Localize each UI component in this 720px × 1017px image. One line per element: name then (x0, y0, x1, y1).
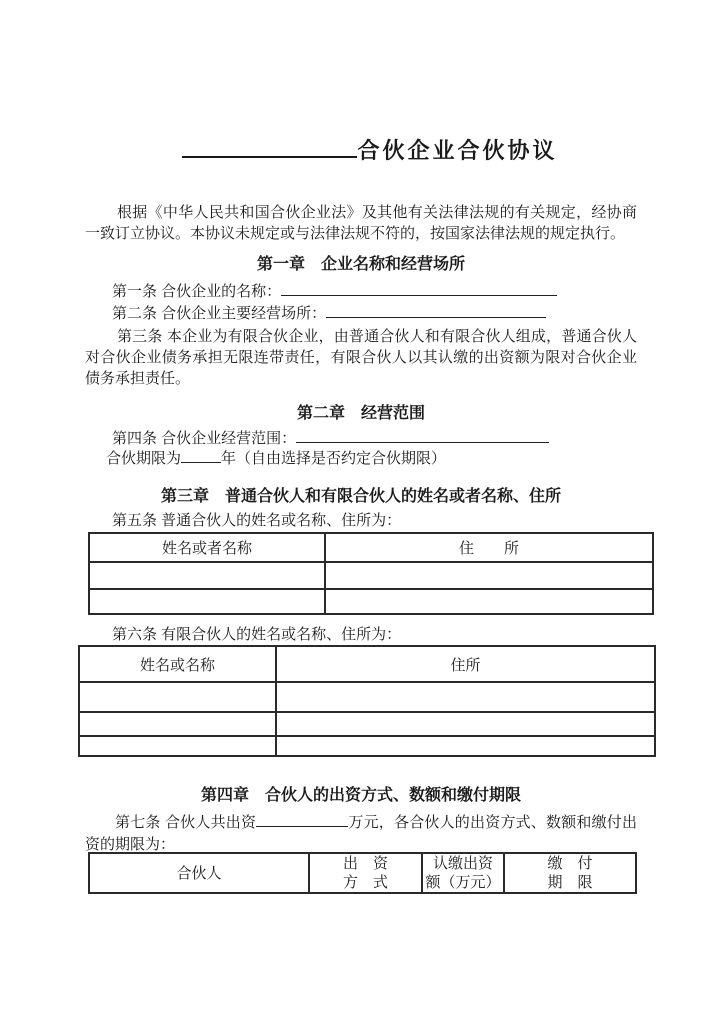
table-cell-empty (79, 736, 276, 756)
business-scope-blank-field (296, 429, 549, 443)
subscribed-amount-column-header (422, 853, 504, 893)
limited-partner-name-column-header: 姓名或名称 (79, 646, 276, 682)
table-cell-empty (276, 736, 655, 756)
table-cell-empty (325, 562, 653, 589)
business-place-blank-field (326, 304, 546, 318)
general-partner-address-column-header: 住 所 (325, 533, 653, 562)
contribution-table (88, 852, 637, 894)
payment-deadline-column-header (504, 853, 636, 893)
clause-2-line (85, 304, 645, 324)
clause-5-line: 第五条 普通合伙人的姓名或名称、住所为： (112, 512, 402, 529)
document-title (0, 134, 720, 165)
table-cell-empty (79, 682, 276, 712)
table-cell-empty (89, 589, 325, 614)
general-partner-name-column-header: 姓名或者名称 (89, 533, 325, 562)
table-row (79, 736, 655, 756)
general-partners-header-row (89, 533, 653, 562)
clause-7-suffix: 万元，各合伙人的出资方式、数额和缴付出资 (85, 814, 637, 853)
payment-deadline-line2: 期 限 (547, 874, 593, 891)
clause-1-line (85, 282, 645, 302)
intro-paragraph: 根据《中华人民共和国合伙企业法》及其他有关法律法规的有关规定，经协商一致订立协议。本协议未规定或与法律法规不符的，按国家法律法规的规定执行。 (85, 204, 637, 242)
term-prefix: 合伙期限为 (106, 450, 182, 467)
table-row (89, 562, 653, 589)
clause-4-line (85, 429, 645, 449)
chapter-3-heading: 第三章 普通合伙人和有限合伙人的姓名或者名称、住所 (160, 488, 561, 505)
enterprise-name-blank-field (281, 282, 557, 296)
partner-column-header: 合伙人 (89, 853, 309, 893)
limited-partners-header-row (79, 646, 655, 682)
partnership-term-line (85, 449, 645, 469)
limited-partners-table (78, 645, 656, 757)
chapter-4-heading: 第四章 合伙人的出资方式、数额和缴付期限 (200, 787, 521, 804)
table-row (79, 712, 655, 736)
contribution-header-row (89, 853, 636, 893)
subscribed-amount-line2: 额（万元） (425, 874, 501, 891)
table-cell-empty (89, 562, 325, 589)
clause-4-label: 第四条 合伙企业经营范围： (112, 430, 297, 447)
clause-7-line2: 的期限为： (100, 836, 176, 853)
term-suffix: 年（自由选择是否约定合伙期限） (221, 450, 447, 467)
table-cell-empty (276, 682, 655, 712)
clause-7-prefix: 第七条 合伙人共出资 (115, 814, 257, 831)
clause-6-line: 第六条 有限合伙人的姓名或名称、住所为： (112, 626, 402, 643)
table-cell-empty (276, 712, 655, 736)
clause-3-paragraph: 第三条 本企业为有限合伙企业，由普通合伙人和有限合伙人组成，普通合伙人对合伙企业债务承担无限连带责任，有限合伙人以其认缴的出资额为限对合伙企业债务承担责任。 (85, 328, 637, 387)
contribution-method-line2: 方 式 (342, 874, 388, 891)
total-capital-blank-field (256, 813, 348, 827)
term-years-blank-field (181, 449, 221, 463)
general-partners-table (88, 532, 654, 615)
chapter-2-heading: 第二章 经营范围 (296, 405, 425, 422)
table-cell-empty (79, 712, 276, 736)
table-row (89, 589, 653, 614)
subscribed-amount-line1: 认缴出资 (432, 855, 493, 872)
chapter-1-heading: 第一章 企业名称和经营场所 (256, 256, 465, 273)
clause-7-paragraph (85, 812, 637, 856)
table-cell-empty (325, 589, 653, 614)
clause-1-label: 第一条 合伙企业的名称： (112, 283, 282, 300)
title-blank-line (182, 135, 357, 158)
contribution-method-line1: 出 资 (342, 855, 388, 872)
contribution-method-column-header (309, 853, 422, 893)
clause-2-label: 第二条 合伙企业主要经营场所： (112, 305, 327, 322)
payment-deadline-line1: 缴 付 (547, 855, 593, 872)
title-text: 合伙企业合伙协议 (357, 138, 558, 163)
table-row (79, 682, 655, 712)
limited-partner-address-column-header: 住所 (276, 646, 655, 682)
